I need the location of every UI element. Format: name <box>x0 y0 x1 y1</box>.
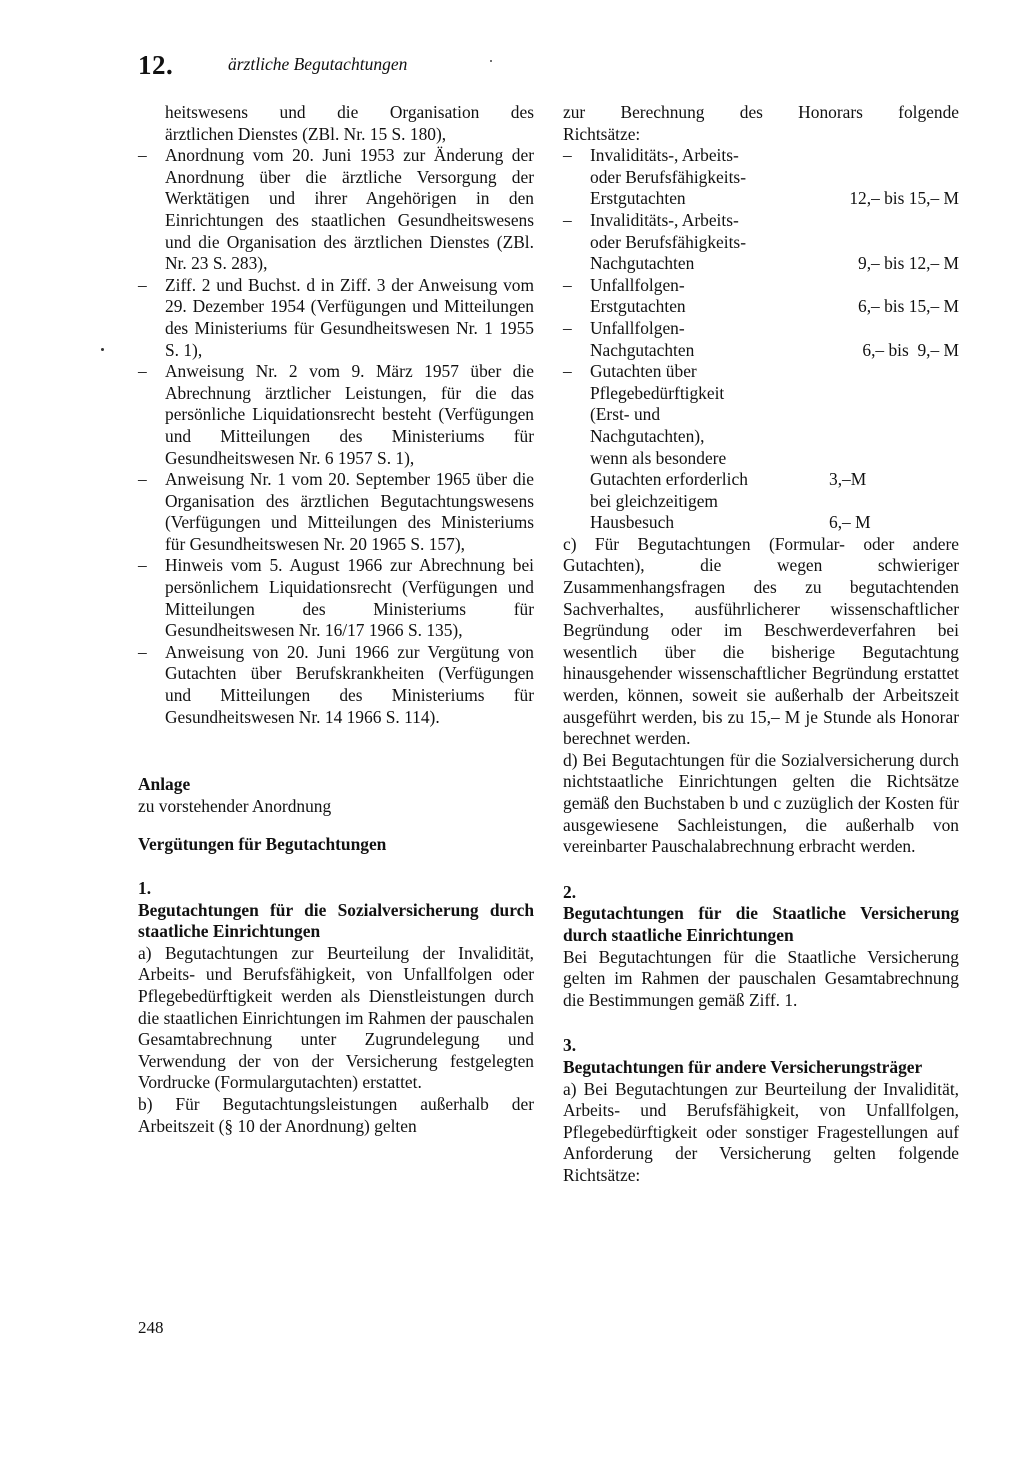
list-item <box>138 555 534 641</box>
rate-label: Gutachten erforderlich 3,–M <box>590 469 867 490</box>
rate-label: wenn als besondere <box>590 447 727 468</box>
rate-label: bei gleichzeitigem <box>590 490 718 511</box>
rate-label: Invaliditäts-, Arbeits- <box>590 209 739 230</box>
section-1-title: Begutachtungen für die Sozialversicherung durch staatliche Einrichtungen <box>138 899 534 942</box>
list-dash: – <box>138 555 147 576</box>
running-title: ärztliche Begutachtungen <box>228 54 408 74</box>
chapter-number: 12. <box>138 50 174 80</box>
section-1-paragraph-a: a) Begutachtungen zur Beurteilung der Invalidität, Arbeits- und Berufsfähigkeit, von Unfallfolgen oder Pflegebedürftigkeit werden als Dienstleistungen durch die staatlichen Einrichtungen im Rahmen der pauschalen Gesamtabrechnung unter Zugrundelegung und Verwendung der von der Versicherung festgelegten Vordrucke (Formulargutachten) erstattet. <box>138 942 534 1093</box>
list-item-text: Hinweis vom 5. August 1966 zur Abrechnung bei persönlichem Liquidationsrecht (Verfügungen und Mitteilungen des Ministeriums für Gesundheitswesen Nr. 16/17 1966 S. 135), <box>165 555 534 641</box>
list-dash: – <box>138 469 147 490</box>
print-speck <box>490 60 492 62</box>
intro-continuation-line: ärztlichen Dienstes (ZBl. Nr. 15 S. 180), <box>165 123 447 144</box>
section-3-paragraph-a: a) Bei Begutachtungen zur Beurteilung der Invalidität, Arbeits- und Berufsfähigkeit, von Unfallfolgen, Pflegebedürftigkeit oder sonstiger Fragestellungen auf Anforderung der Versicherung gelten folgende Richtsätze: <box>563 1078 959 1185</box>
section-2-number: 2. <box>563 881 577 902</box>
section-2-title: Begutachtungen für die Staatliche Versicherung durch staatliche Einrichtungen <box>563 903 959 945</box>
list-dash: – <box>138 145 147 166</box>
rate-label: Hausbesuch 6,– M <box>590 512 871 533</box>
page-number: 248 <box>138 1318 164 1337</box>
rate-value: 3,–M <box>829 469 867 490</box>
rate-item: – Invaliditäts-, Arbeits- oder Berufsfähigkeits- Erstgutachten 12,– bis 15,– M <box>563 145 959 209</box>
section-heading: Vergütungen für Begutachtungen <box>138 834 387 855</box>
section-3-number: 3. <box>563 1035 577 1056</box>
list-item <box>138 469 534 555</box>
rate-label: Unfallfolgen- <box>590 317 685 338</box>
rate-label: Nachgutachten 9,– bis 12,– M <box>590 253 959 274</box>
anlage-block <box>138 774 534 817</box>
rate-label: Nachgutachten 6,– bis 9,– M <box>590 339 959 360</box>
section-3-title: Begutachtungen für andere Versicherungsträger <box>563 1056 923 1077</box>
rate-label: Gutachten über <box>590 361 697 382</box>
list-item-text: Anweisung Nr. 2 vom 9. März 1957 über die Abrechnung ärztlicher Leistungen, für die das persönliche Liquidationsrecht besteht (Verfügungen und Mitteilungen des Ministeriums für Gesundheitswesen Nr. 6 1957 S. 1), <box>165 361 534 468</box>
rate-label: Invaliditäts-, Arbeits- <box>590 145 739 166</box>
rate-value: 6,– bis 9,– M <box>862 339 959 360</box>
left-column <box>138 102 534 1137</box>
rates-intro-line: Richtsätze: <box>563 123 641 144</box>
list-item-text: Ziff. 2 und Buchst. d in Ziff. 3 der Anweisung vom 29. Dezember 1954 (Verfügungen und Mitteilungen des Ministeriums für Gesundheitswesen Nr. 1 1955 S. 1), <box>165 274 534 360</box>
rate-value: 6,– bis 15,– M <box>858 296 959 317</box>
rate-label: Unfallfolgen- <box>590 274 685 295</box>
rate-label: oder Berufsfähigkeits- <box>590 166 746 187</box>
list-dash: – <box>138 274 147 295</box>
rate-value: 12,– bis 15,– M <box>849 188 959 209</box>
list-dash: – <box>138 361 147 382</box>
paragraph-c: c) Für Begutachtungen (Formular- oder andere Gutachten), die wegen schwieriger Zusammenhangsfragen des zu begutachtenden Sachverhaltes, ausführlicherer wissenschaftlicher Begründung oder im Beschwerdeverfahren bei wesentlich über die bisherige Begutachtung hinausgehender wissenschaftlicher Begründung erstattet werden, können, soweit sie außerhalb der Arbeitszeit ausgeführt werden, bis zu 15,– M je Stunde als Honorar berechnet werden. <box>563 533 959 749</box>
list-item-text: Anweisung Nr. 1 vom 20. September 1965 über die Organisation des ärztlichen Begutachtungswesens (Verfügungen und Mitteilungen des Ministeriums für Gesundheitswesen Nr. 20 1965 S. 157), <box>165 469 534 554</box>
rate-label: (Erst- und <box>590 404 661 425</box>
print-speck <box>101 348 104 351</box>
section-1-number: 1. <box>138 878 152 898</box>
rate-label: Nachgutachten), <box>590 425 705 446</box>
anlage-title: Anlage <box>138 774 191 795</box>
right-column <box>563 102 959 1187</box>
section-1-paragraph-b: b) Für Begutachtungsleistungen außerhalb der Arbeitszeit (§ 10 der Anordnung) gelten <box>138 1093 534 1136</box>
rate-value: 9,– bis 12,– M <box>858 253 959 274</box>
rate-value: 6,– M <box>829 512 871 533</box>
paragraph-d: d) Bei Begutachtungen für die Sozialversicherung durch nichtstaatliche Einrichtungen gelten die Richtsätze gemäß den Buchstaben b und c zuzüglich der Kosten für ausgewiesene Sachleistungen, die außerhalb von vereinbarter Pauschalabrechnung erbracht werden. <box>563 749 959 857</box>
intro-continuation-line: heitswesens und die Organisation des <box>165 102 534 122</box>
rate-label: oder Berufsfähigkeits- <box>590 231 746 252</box>
list-item <box>138 145 534 275</box>
list-dash: – <box>138 641 147 662</box>
list-item-text: Anordnung vom 20. Juni 1953 zur Änderung der Anordnung über die ärztliche Versorgung der Werktätigen und ihrer Angehörigen in den Einrichtungen des staatlichen Gesundheitswesens und die Organisation des ärztlichen Dienstes (ZBl. Nr. 23 S. 283), <box>165 145 534 274</box>
list-item-text: Anweisung von 20. Juni 1966 zur Vergütung von Gutachten über Berufskrankheiten (Verfügungen und Mitteilungen des Ministeriums für Gesundheitswesen Nr. 14 1966 S. 114). <box>165 641 534 727</box>
rate-item: – Unfallfolgen- Erstgutachten 6,– bis 15,– M <box>563 274 959 317</box>
anlage-subtitle: zu vorstehender Anordnung <box>138 795 332 816</box>
list-item <box>138 275 534 361</box>
section-2-paragraph: Bei Begutachtungen für die Staatliche Versicherung gelten im Rahmen der pauschalen Gesamtabrechnung die Bestimmungen gemäß Ziff. 1. <box>563 946 959 1010</box>
rate-item: – Unfallfolgen- Nachgutachten 6,– bis 9,– M <box>563 317 959 360</box>
list-item <box>138 361 534 469</box>
list-item <box>138 642 534 728</box>
rate-item: – Invaliditäts-, Arbeits- oder Berufsfähigkeits- Nachgutachten 9,– bis 12,– M <box>563 209 959 274</box>
rates-intro-line: zur Berechnung des Honorars folgende <box>563 102 959 122</box>
rate-label: Erstgutachten 12,– bis 15,– M <box>590 188 959 209</box>
rate-label: Erstgutachten 6,– bis 15,– M <box>590 296 959 317</box>
rate-label: Pflegebedürftigkeit <box>590 382 725 403</box>
rate-item: – Gutachten über Pflegebedürftigkeit (Erst- und Nachgutachten), wenn als besondere Gutachten erforderlich 3,–M bei gleichzeitigem Hausbesuch 6,– M <box>563 361 959 534</box>
